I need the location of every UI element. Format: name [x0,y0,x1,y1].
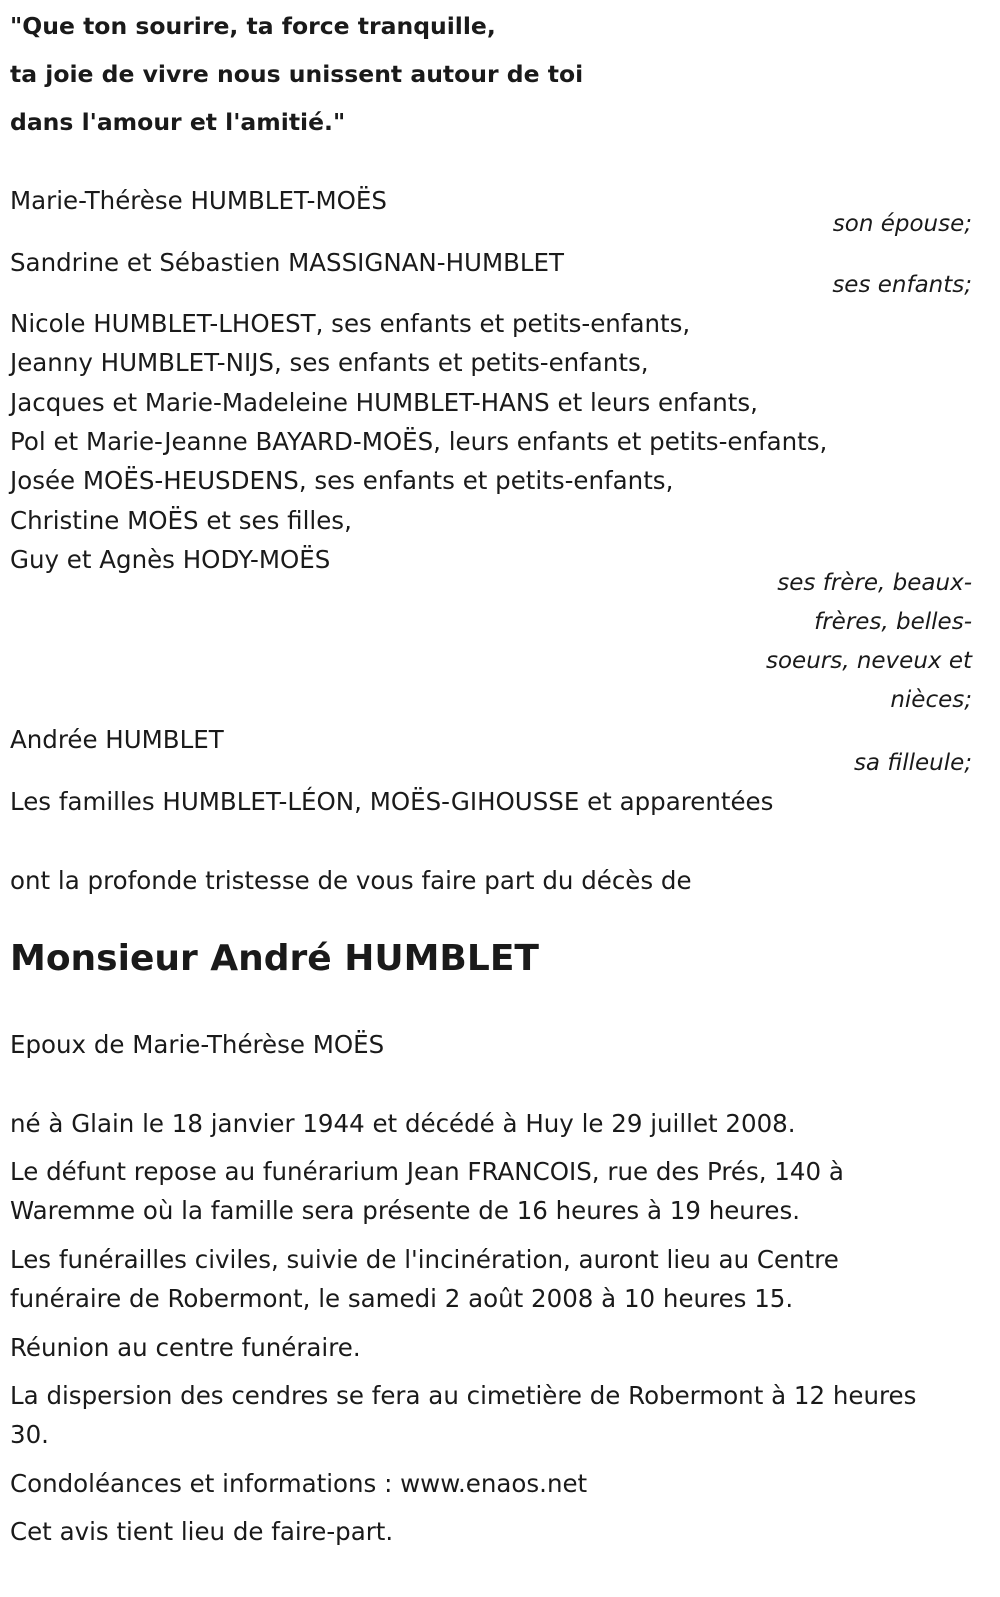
spouse-role: son épouse; [832,211,972,237]
goddaughter-name: Andrée HUMBLET [10,725,224,754]
siblings-role-line: ses frère, beaux- [777,570,972,596]
siblings-role-line: soeurs, neveux et [765,648,972,674]
sibling-line: Jacques et Marie-Madeleine HUMBLET-HANS et leurs enfants, [10,388,758,417]
goddaughter-role: sa filleule; [853,750,972,776]
repose-line-2: Waremme où la famille sera présente de 16 heures à 19 heures. [10,1196,800,1225]
reunion-text: Réunion au centre funéraire. [10,1333,361,1362]
funeral-line-2: funéraire de Robermont, le samedi 2 août 2008 à 10 heures 15. [10,1284,794,1313]
birth-death-text: né à Glain le 18 janvier 1944 et décédé à Huy le 29 juillet 2008. [10,1109,796,1138]
families-line: Les familles HUMBLET-LÉON, MOËS-GIHOUSSE et apparentées [10,787,774,816]
children-name: Sandrine et Sébastien MASSIGNAN-HUMBLET [10,248,565,277]
sibling-line: Pol et Marie-Jeanne BAYARD-MOËS, leurs enfants et petits-enfants, [10,427,828,456]
sibling-line: Nicole HUMBLET-LHOEST, ses enfants et petits-enfants, [10,309,691,338]
repose-line-1: Le défunt repose au funérarium Jean FRANCOIS, rue des Prés, 140 à [10,1157,844,1186]
dispersion-line-2: 30. [10,1420,49,1449]
funeral-line-1: Les funérailles civiles, suivie de l'incinération, auront lieu au Centre [10,1245,839,1274]
siblings-role-line: nièces; [890,687,972,713]
dispersion-line-1: La dispersion des cendres se fera au cimetière de Robermont à 12 heures [10,1381,917,1410]
spouse-of-text: Epoux de Marie-Thérèse MOËS [10,1030,385,1059]
notice-text: Cet avis tient lieu de faire-part. [10,1517,394,1546]
spouse-name: Marie-Thérèse HUMBLET-MOËS [10,186,387,215]
sibling-line: Josée MOËS-HEUSDENS, ses enfants et petits-enfants, [10,466,674,495]
deceased-name: Monsieur André HUMBLET [10,938,539,979]
quote-line-3: dans l'amour et l'amitié." [10,108,346,136]
children-role: ses enfants; [832,272,972,298]
sibling-line: Guy et Agnès HODY-MOËS [10,545,331,574]
sibling-line: Jeanny HUMBLET-NIJS, ses enfants et petits-enfants, [10,348,649,377]
announcement-text: ont la profonde tristesse de vous faire part du décès de [10,866,692,895]
sibling-line: Christine MOËS et ses filles, [10,506,352,535]
siblings-role-line: frères, belles- [814,609,972,635]
condolences-text: Condoléances et informations : www.enaos.net [10,1469,588,1498]
quote-line-1: "Que ton sourire, ta force tranquille, [10,12,496,40]
quote-line-2: ta joie de vivre nous unissent autour de toi [10,60,584,88]
